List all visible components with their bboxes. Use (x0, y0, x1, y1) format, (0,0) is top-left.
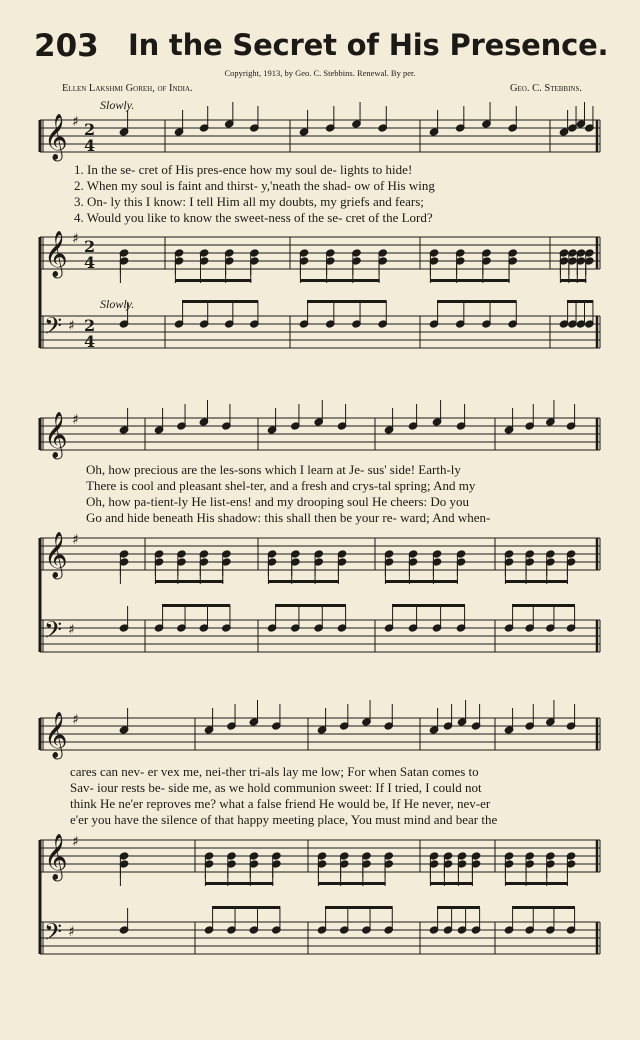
tempo-marking-bass: Slowly. (100, 297, 135, 311)
lyric-line: There is cool and pleasant shel-ter, and a fresh and crys-tal spring; And my (86, 478, 476, 493)
note-beam (182, 300, 258, 303)
note-beam (437, 300, 517, 303)
lyric-line: Oh, how precious are the les-sons which I learn at Je- sus' side! Earth-ly (86, 462, 461, 477)
lyric-line: cares can nev- er vex me, nei-ther tri-als lay me low; For when Satan comes to (70, 764, 479, 779)
time-signature-bottom: 4 (84, 253, 96, 272)
note-beam (437, 906, 480, 909)
lyric-line: 1. In the se- cret of His pres-ence how my soul de- lights to hide! (74, 162, 413, 177)
note-beam (275, 604, 346, 607)
note-beam (175, 279, 251, 282)
note-beam (300, 279, 380, 282)
note-beam (505, 580, 568, 583)
key-signature-sharp: ♯ (72, 231, 79, 247)
treble-clef: 𝄞 (44, 231, 68, 277)
lyric-line: e'er you have the silence of that happy meeting place, You must mind and bear the (70, 812, 498, 827)
lyric-line: 2. When my soul is faint and thirst- y,'neath the shad- ow of His wing (74, 178, 435, 193)
note-beam (385, 580, 458, 583)
copyright-notice: Copyright, 1913, by Geo. C. Stebbins. Renewal. By per. (224, 68, 416, 78)
key-signature-sharp: ♯ (72, 834, 79, 850)
treble-clef: 𝄞 (44, 114, 68, 160)
treble-clef: 𝄞 (44, 834, 68, 880)
time-signature-bottom: 4 (84, 332, 96, 351)
key-signature-sharp: ♯ (72, 712, 79, 728)
lyric-line: 4. Would you like to know the sweet-ness of the se- cret of the Lord? (74, 210, 433, 225)
note-beam (392, 604, 465, 607)
composer-credit: Geo. C. Stebbins. (509, 83, 582, 94)
treble-clef: 𝄞 (44, 412, 68, 458)
note-beam (307, 300, 387, 303)
note-beam (318, 882, 386, 885)
lyric-line: 3. On- ly this I know: I tell Him all my doubts, my griefs and fears; (74, 194, 424, 209)
note-beam (512, 906, 575, 909)
note-beam (325, 906, 393, 909)
key-signature-sharp: ♯ (72, 532, 79, 548)
tempo-marking-treble: Slowly. (100, 98, 135, 112)
key-signature-sharp: ♯ (68, 318, 75, 334)
author-credit: Ellen Lakshmi Goreh, of India. (62, 83, 193, 94)
note-beam (205, 882, 273, 885)
bass-clef: 𝄢 (44, 616, 63, 649)
lyric-line: Oh, how pa-tient-ly He list-ens! and my drooping soul He cheers: Do you (86, 494, 470, 509)
treble-clef: 𝄞 (44, 532, 68, 578)
note-beam (512, 604, 575, 607)
time-signature-top: 2 (84, 237, 96, 256)
key-signature-sharp: ♯ (72, 412, 79, 428)
time-signature-bottom: 4 (84, 136, 96, 155)
note-beam (567, 300, 593, 303)
time-signature-top: 2 (84, 316, 96, 335)
note-beam (162, 604, 230, 607)
note-beam (560, 279, 586, 282)
note-beam (155, 580, 223, 583)
note-beam (430, 882, 473, 885)
key-signature-sharp: ♯ (68, 924, 75, 940)
bass-clef: 𝄢 (44, 918, 63, 951)
note-beam (430, 279, 510, 282)
note-beam (212, 906, 280, 909)
lyric-line: Go and hide beneath His shadow: this shall then be your re- ward; And when- (86, 510, 491, 525)
bass-clef: 𝄢 (44, 312, 63, 345)
lyric-line: Sav- iour rests be- side me, as we hold communion sweet: If I tried, I could not (70, 780, 482, 795)
treble-clef: 𝄞 (44, 712, 68, 758)
hymn-title: In the Secret of His Presence. (128, 28, 609, 62)
note-beam (505, 882, 568, 885)
note-beam (268, 580, 339, 583)
hymn-number: 203 (34, 28, 99, 64)
time-signature-top: 2 (84, 120, 96, 139)
key-signature-sharp: ♯ (68, 622, 75, 638)
key-signature-sharp: ♯ (72, 114, 79, 130)
lyric-line: think He ne'er reproves me? what a false friend He would be, If He never, nev-er (70, 796, 491, 811)
